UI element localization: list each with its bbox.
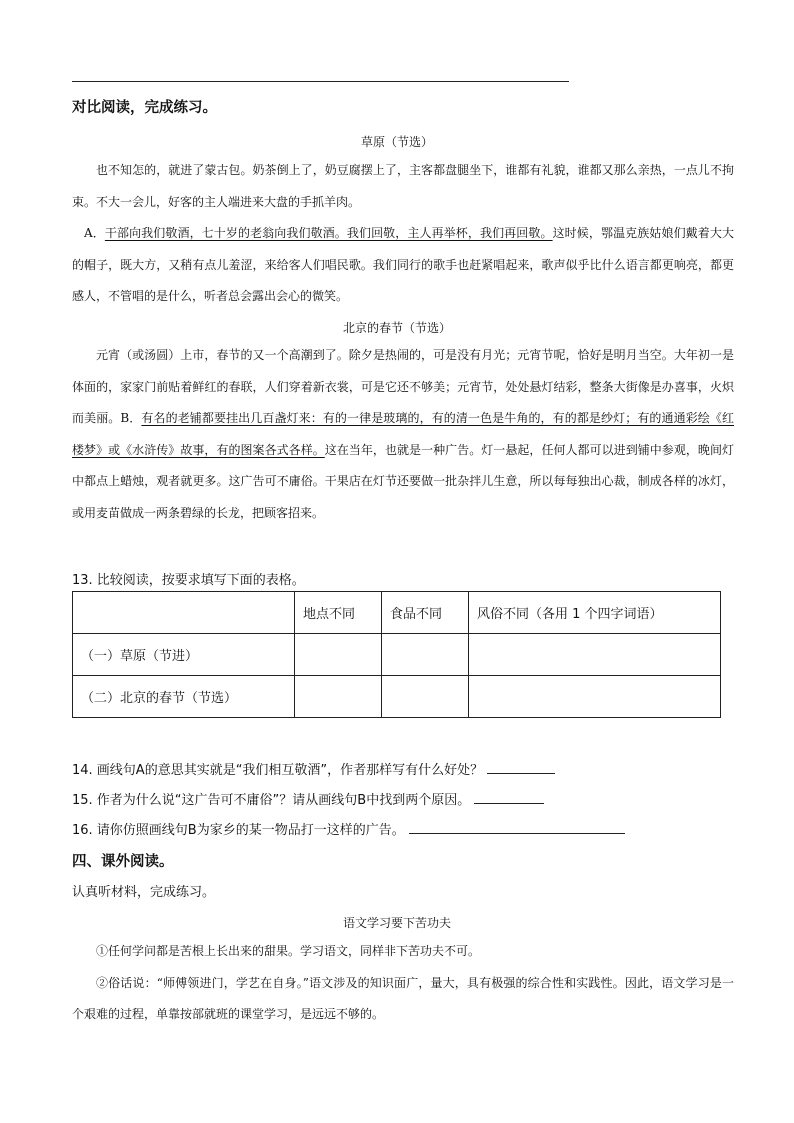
answer-cell[interactable] — [295, 634, 382, 676]
label-a: A． — [84, 226, 105, 240]
passage2-after: 这在当年，也就是一种广告。灯一悬起，任何人都可以进到铺中参观，晚间灯中都点上蜡烛，观者就更多。这广告可不庸俗。干果店在灯节还要做一批杂拌儿生意，所以每每独出心裁，制成各样的冰灯，或用麦苗做成一两条碧绿的长龙，把顾客招来。 — [72, 442, 734, 520]
top-rule — [72, 81, 569, 82]
section-heading-extra: 四、课外阅读。 — [72, 854, 174, 870]
passage2-body — [72, 340, 734, 529]
passage3-para1: ①任何学问都是苦根上长出来的甜果。学习语文，同样非下苦功夫不可。 — [96, 944, 481, 958]
table-row — [73, 634, 721, 676]
table-row-label: （一）草原（节进） — [73, 634, 295, 676]
passage3-para2: ②俗话说：“师傅领进门，学艺在自身。”语文涉及的知识面广，量大，具有极强的综合性和实践性。因此，语文学习是一个艰难的过程，单靠按部就班的课堂学习，是远远不够的。 — [72, 975, 734, 1021]
section-heading-compare: 对比阅读，完成练习。 — [72, 100, 217, 116]
underlined-sentence-a: 干部向我们敬酒，七十岁的老翁向我们敬酒。我们回敬，主人再举杯，我们再回敬。 — [104, 226, 553, 240]
question-15-text: 15. 作者为什么说“这广告可不庸俗”？请从画线句B中找到两个原因。 — [72, 793, 471, 808]
table-header-row — [73, 592, 721, 634]
label-b: B． — [120, 411, 142, 425]
passage1-para1: 也不知怎的，就进了蒙古包。奶茶倒上了，奶豆腐摆上了，主客都盘腿坐下，谁都有礼貌，谁都又那么亲热，一点儿不拘束。不大一会儿，好客的主人端进来大盘的手抓羊肉。 — [72, 163, 734, 209]
answer-cell[interactable] — [469, 676, 721, 718]
passage1-body — [72, 155, 734, 313]
passage2-title: 北京的春节（节选） — [342, 321, 451, 335]
question-16 — [72, 819, 625, 838]
instruction-text: 认真听材料，完成练习。 — [72, 885, 216, 900]
underlined-sentence-b: 有名的老铺都要挂出几百盏灯来：有的一律是玻璃的，有的清一色是牛角的，有的都是纱灯；有的通通彩绘《红楼梦》或《水浒传》故事，有的图案各式各样。 — [72, 411, 734, 457]
answer-cell[interactable] — [469, 634, 721, 676]
passage1-title: 草原（节选） — [360, 135, 433, 149]
passage2-before: 元宵（或汤圆）上市，春节的又一个高潮到了。除夕是热闹的，可是没有月光；元宵节呢，恰好是明月当空。大年初一是体面的，家家门前贴着鲜红的春联，人们穿着新衣裳，可是它还不够美；元宵节，处处悬灯结彩，整条大街像是办喜事，火炽而美丽。 — [72, 348, 734, 425]
question-16-text: 16. 请你仿照画线句B为家乡的某一物品打一这样的广告。 — [72, 823, 405, 838]
passage3-body — [72, 936, 734, 1031]
table-header-cell: 风俗不同（各用 1 个四字词语） — [469, 592, 721, 634]
answer-blank[interactable] — [409, 832, 625, 834]
table-header-cell — [73, 592, 295, 634]
answer-cell[interactable] — [382, 676, 469, 718]
question-15 — [72, 789, 544, 808]
passage3-title: 语文学习要下苦功夫 — [342, 916, 451, 930]
table-row — [73, 676, 721, 718]
passage1-para2 — [72, 218, 734, 313]
answer-blank[interactable] — [487, 772, 555, 774]
table-row-label: （二）北京的春节（节选） — [73, 676, 295, 718]
passage2-para — [72, 340, 734, 529]
comparison-table — [72, 591, 721, 718]
question-14-text: 14. 画线句A的意思其实就是“我们相互敬酒”，作者那样写有什么好处？ — [72, 763, 484, 778]
answer-cell[interactable] — [295, 676, 382, 718]
table-header-cell: 食品不同 — [382, 592, 469, 634]
question-14 — [72, 759, 555, 778]
question-13: 13. 比较阅读，按要求填写下面的表格。 — [72, 573, 305, 588]
answer-blank[interactable] — [474, 802, 544, 804]
passage1-para2-rest: 这时候，鄂温克族姑娘们戴着大大的帽子，既大方，又稍有点儿羞涩，来给客人们唱民歌。我们同行的歌手也赶紧唱起来，歌声似乎比什么语言都更响亮，都更感人，不管唱的是什么，听者总会露出会心的微笑。 — [72, 226, 734, 303]
answer-cell[interactable] — [382, 634, 469, 676]
table-header-cell: 地点不同 — [295, 592, 382, 634]
